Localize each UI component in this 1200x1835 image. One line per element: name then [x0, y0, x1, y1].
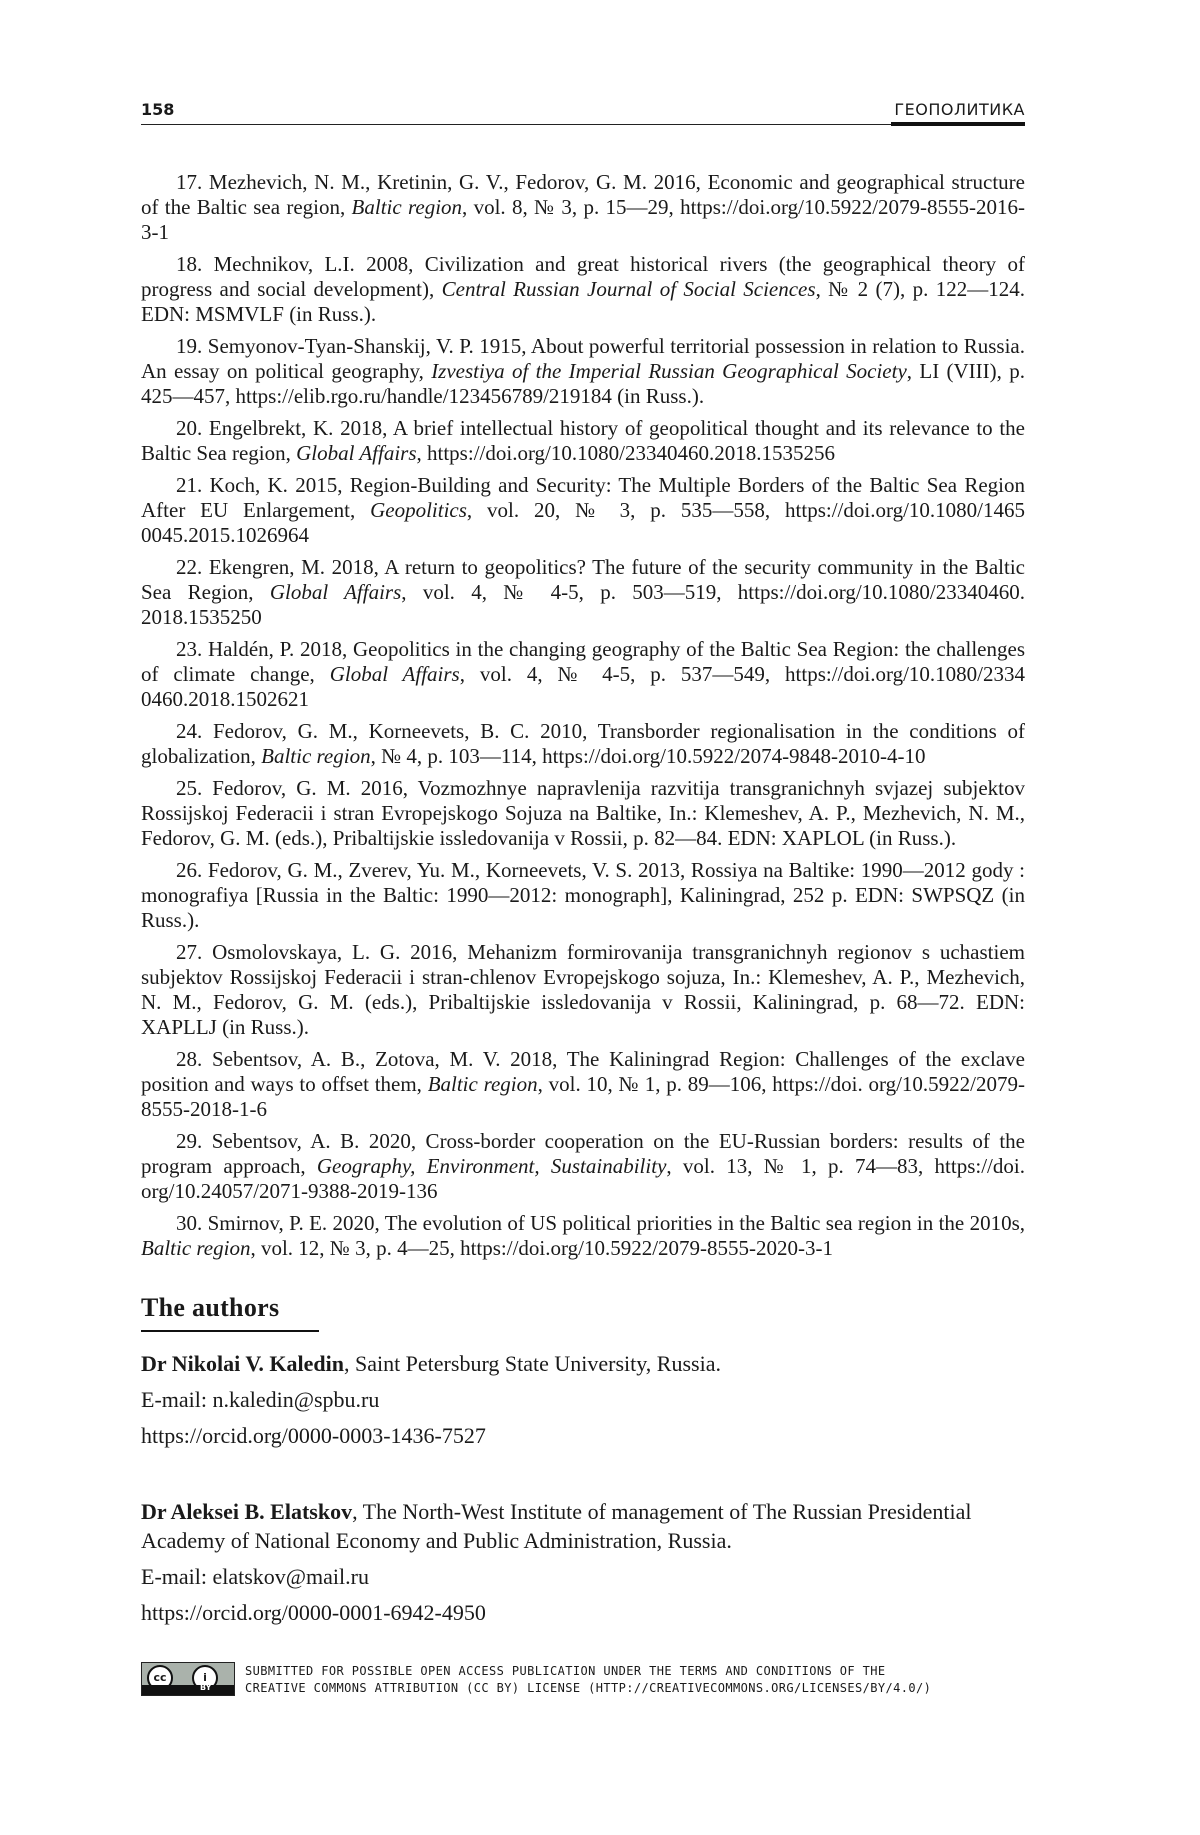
author-entry	[141, 1349, 1025, 1457]
license-line: SUBMITTED FOR POSSIBLE OPEN ACCESS PUBLICATION UNDER THE TERMS AND CONDITIONS OF THE	[245, 1664, 886, 1678]
license-footer	[141, 1662, 1025, 1696]
cc-by-label: BY	[200, 1683, 212, 1692]
cc-by-badge-icon[interactable]	[141, 1662, 235, 1696]
reference-item: 17. Mezhevich, N. M., Kretinin, G. V., Fedorov, G. M. 2016, Economic and geographical structure of the Baltic sea region, Baltic region, vol. 8, № 3, p. 15—29, https://doi.org/10.5922/2079-8555-2016-3-1	[141, 170, 1026, 244]
attribution-icon: i	[192, 1665, 218, 1691]
header-rule-accent	[891, 122, 1025, 126]
reference-item: 24. Fedorov, G. M., Korneevets, B. C. 2010, Transborder regionalisation in the conditions of globalization, Baltic region, № 4, p. 103—114, https://doi.org/10.5922/2074-9848-2010-4-10	[141, 719, 1025, 768]
reference-item: 28. Sebentsov, A. B., Zotova, M. V. 2018, The Kaliningrad Region: Challenges of the exclave position and ways to offset them, Baltic region, vol. 10, № 1, p. 89—106, https://doi. org/10.5922/2079-8555-2018-1-6	[141, 1047, 1025, 1121]
reference-item: 25. Fedorov, G. M. 2016, Vozmozhnye napravlenija razvitija transgranichnyh svjazej subjektov Rossijskoj Federacii i stran Evropejskogo Sojuza na Baltike, In.: Klemeshev, A. P., Mezhevich, N. M., Fedorov, G. M. (eds.), Pribaltijskie issledovanija v Rossii, p. 82—84. EDN: XAPLOL (in Russ.).	[141, 776, 1025, 850]
reference-item: 22. Ekengren, M. 2018, A return to geopolitics? The future of the security community in the Baltic Sea Region, Global Affairs, vol. 4, № 4-5, p. 503—519, https://doi.org/10.1080/23340460. 2018.1535250	[141, 555, 1026, 629]
author-affiliation: , Saint Petersburg State University, Russia.	[343, 1351, 721, 1376]
author-orcid-link[interactable]: https://orcid.org/0000-0001-6942-4950	[141, 1600, 486, 1625]
authors-heading: The authors	[141, 1293, 280, 1322]
reference-item: 20. Engelbrekt, K. 2018, A brief intellectual history of geopolitical thought and its relevance to the Baltic Sea region, Global Affairs, https://doi.org/10.1080/23340460.2018.1535256	[141, 416, 1025, 465]
license-text	[245, 1663, 1025, 1697]
reference-item: 19. Semyonov-Tyan-Shanskij, V. P. 1915, About powerful territorial possession in relation to Russia. An essay on political geography, Izvestiya of the Imperial Russian Geographical Society, LI (VIII), p. 425—457, https://elib.rgo.ru/handle/123456789/219184 (in Russ.).	[141, 334, 1025, 408]
author-name: Dr Aleksei B. Elatskov	[141, 1499, 353, 1524]
author-name: Dr Nikolai V. Kaledin	[141, 1351, 344, 1376]
authors-heading-rule	[141, 1330, 319, 1332]
reference-item: 27. Osmolovskaya, L. G. 2016, Mehanizm formirovanija transgranichnyh regionov s uchastiem subjektov Rossijskoj Federacii i stran-chlenov Evropejskogo sojuza, In.: Klemeshev, A. P., Mezhevich, N. M., Fedorov, G. M. (eds.), Pribaltijskie issledovanija v Rossii, Kaliningrad, p. 68—72. EDN: XAPLLJ (in Russ.).	[141, 940, 1025, 1039]
author-email[interactable]: E-mail: elatskov@mail.ru	[141, 1564, 369, 1589]
cc-icon: cc	[147, 1665, 173, 1691]
reference-item: 26. Fedorov, G. M., Zverev, Yu. M., Korneevets, V. S. 2013, Rossiya na Baltike: 1990—2012 gody : monografiya [Russia in the Baltic: 1990—2012: monograph], Kaliningrad, 252 p. EDN: SWPSQZ (in Russ.).	[141, 858, 1025, 932]
author-name-line	[141, 1497, 1025, 1555]
author-name-line	[141, 1349, 1025, 1378]
reference-item: 29. Sebentsov, A. B. 2020, Cross-border cooperation on the EU-Russian borders: results of the program approach, Geography, Environment, Sustainability, vol. 13, № 1, p. 74—83, https://doi. org/10.24057/2071-9388-2019-136	[141, 1129, 1025, 1203]
license-line: CREATIVE COMMONS ATTRIBUTION (CC BY) LICENSE (HTTP://CREATIVECOMMONS.ORG/LICENSES/BY/4.0/)	[245, 1681, 932, 1695]
reference-item: 23. Haldén, P. 2018, Geopolitics in the changing geography of the Baltic Sea Region: the challenges of climate change, Global Affairs, vol. 4, № 4-5, p. 537—549, https://doi.org/10.1080/2334 0460.2018.1502621	[141, 637, 1025, 711]
cc-badge-band	[142, 1685, 234, 1695]
reference-item: 21. Koch, K. 2015, Region-Building and Security: The Multiple Borders of the Baltic Sea Region After EU Enlargement, Geopolitics, vol. 20, № 3, p. 535—558, https://doi.org/10.1080/1465 0045.2015.1026964	[141, 473, 1025, 547]
page-header	[141, 98, 1025, 130]
reference-list	[141, 170, 1025, 1268]
page-number: 158	[141, 100, 175, 119]
section-name: ГЕОПОЛИТИКА	[894, 100, 1025, 119]
reference-item: 30. Smirnov, P. E. 2020, The evolution of US political priorities in the Baltic sea region in the 2010s, Baltic region, vol. 12, № 3, p. 4—25, https://doi.org/10.5922/2079-8555-2020-3-1	[141, 1211, 1025, 1260]
author-affiliation: , The North-West Institute of management of The Russian Presidential Academy of National Economy and Public Administration, Russia.	[141, 1499, 972, 1553]
author-email[interactable]: E-mail: n.kaledin@spbu.ru	[141, 1387, 380, 1412]
author-entry	[141, 1497, 1025, 1634]
author-orcid-link[interactable]: https://orcid.org/0000-0003-1436-7527	[141, 1423, 486, 1448]
reference-item: 18. Mechnikov, L.I. 2008, Civilization and great historical rivers (the geographical theory of progress and social development), Central Russian Journal of Social Sciences, № 2 (7), p. 122—124. EDN: MSMVLF (in Russ.).	[141, 252, 1026, 326]
